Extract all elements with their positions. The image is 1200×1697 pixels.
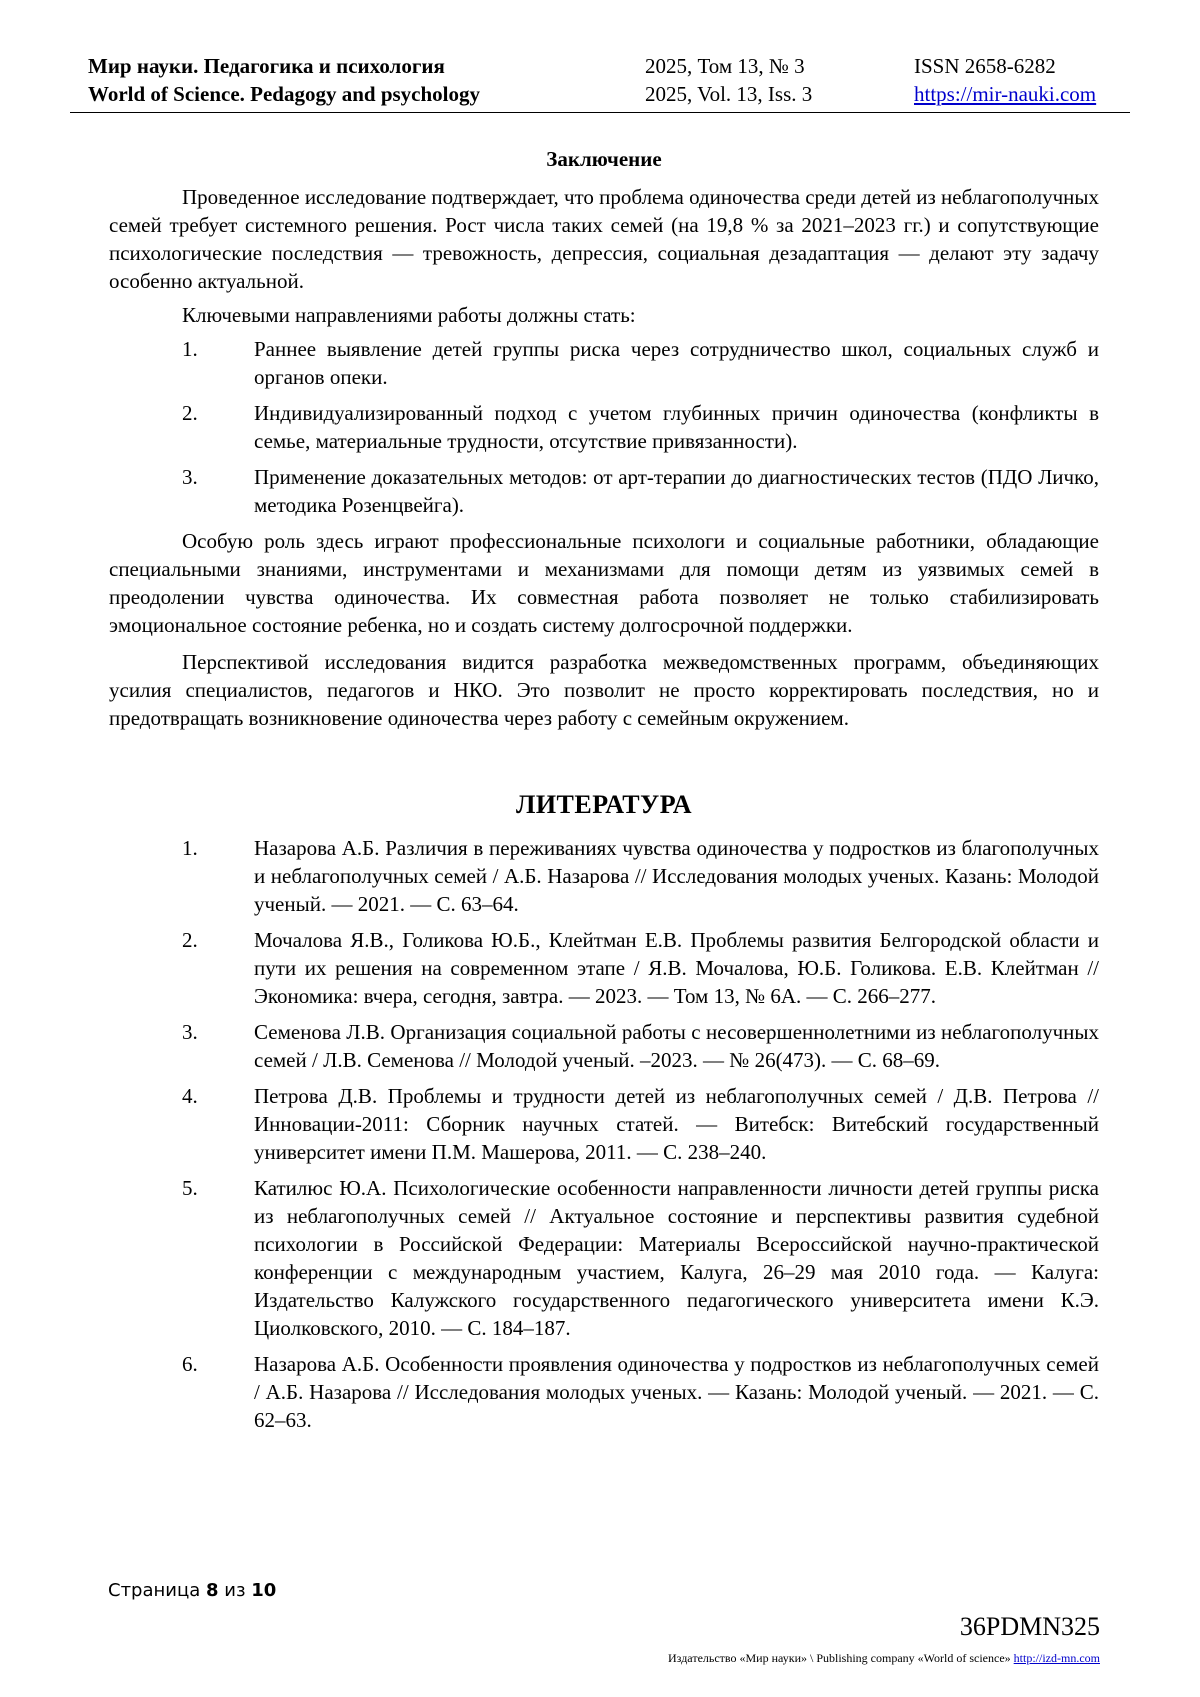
reference-item [109, 1174, 1099, 1342]
issn: ISSN 2658-6282 [914, 54, 1056, 78]
journal-title [88, 52, 480, 108]
journal-title-ru: Мир науки. Педагогика и психология [88, 54, 445, 78]
reference-item [109, 1018, 1099, 1074]
reference-text: Назарова А.Б. Различия в переживаниях чувства одиночества у подростков из благополучных и неблагополучных семей / А.Б. Назарова // Исследования молодых ученых. Казань: Молодой ученый. — 2021. — С. 63–64. [254, 836, 1099, 916]
journal-link[interactable]: https://mir-nauki.com [914, 82, 1097, 106]
conclusion-title: Заключение [546, 147, 662, 171]
reference-item [109, 834, 1099, 918]
reference-text: Мочалова Я.В., Голикова Ю.Б., Клейтман Е.В. Проблемы развития Белгородской области и пути их решения на современном этапе / Я.В. Мочалова, Ю.Б. Голикова. Е.В. Клейтман // Экономика: вчера, сегодня, завтра. — 2023. — Том 13, № 6А. — С. 266–277. [254, 928, 1099, 1008]
reference-number: 6. [182, 1352, 198, 1376]
key-directions-list [109, 335, 1099, 519]
reference-text: Катилюс Ю.А. Психологические особенности направленности личности детей группы риска из неблагополучных семей // Актуальное состояние и перспективы развития судебной психологии в Российской Федерации: Материалы Всероссийской научно-практической конференции с международным участием, Калуга, 26–29 мая 2010 года. — Калуга: Издательство Калужского государственного педагогического университета имени К.Э. Циолковского, 2010. — С. 184–187. [254, 1176, 1099, 1340]
reference-text: Петрова Д.В. Проблемы и трудности детей из неблагополучных семей / Д.В. Петрова // Инновации-2011: Сборник научных статей. — Витебск: Витебский государственный университет имени П.М. Машерова, 2011. — С. 238–240. [254, 1084, 1099, 1164]
journal-title-en: World of Science. Pedagogy and psychology [88, 82, 481, 106]
page-header [70, 50, 1130, 113]
conclusion-paragraph: Перспективой исследования видится разработка межведомственных программ, объединяющих усилия специалистов, педагогов и НКО. Это позволит не просто корректировать последствия, но и предотвращать возникновение одиночества через работу с семейным окружением. [109, 650, 1099, 730]
reference-item [109, 926, 1099, 1010]
list-item-text: Применение доказательных методов: от арт-терапии до диагностических тестов (ПДО Личко, методика Розенцвейга). [254, 465, 1099, 517]
conclusion-lead: Ключевыми направлениями работы должны стать: [182, 303, 636, 327]
reference-number: 5. [182, 1176, 198, 1200]
list-item-number: 1. [182, 337, 198, 361]
issue-info [645, 52, 812, 108]
publisher-line [668, 1651, 1100, 1666]
reference-item [109, 1350, 1099, 1434]
reference-number: 4. [182, 1084, 198, 1108]
literature-title: ЛИТЕРАТУРА [515, 790, 693, 819]
reference-number: 2. [182, 928, 198, 952]
list-item-number: 3. [182, 465, 198, 489]
list-item-text: Раннее выявление детей группы риска через сотрудничество школ, социальных служб и органов опеки. [254, 337, 1099, 389]
publisher-text: Издательство «Мир науки» \ Publishing company «World of science» [668, 1651, 1011, 1665]
issn-block [914, 52, 1096, 108]
list-item [109, 399, 1099, 455]
reference-list [109, 834, 1099, 1434]
page-separator: из [224, 1580, 246, 1601]
reference-number: 1. [182, 836, 198, 860]
article-body [109, 145, 1099, 1442]
issue-en: 2025, Vol. 13, Iss. 3 [645, 82, 813, 106]
reference-text: Семенова Л.В. Организация социальной работы с несовершеннолетними из неблагополучных семей / Л.В. Семенова // Молодой ученый. –2023. — № 26(473). — С. 68–69. [254, 1020, 1099, 1072]
publisher-link[interactable]: http://izd-mn.com [1013, 1651, 1100, 1665]
page-current: 8 [206, 1580, 219, 1601]
list-item-text: Индивидуализированный подход с учетом глубинных причин одиночества (конфликты в семье, материальные трудности, отсутствие привязанности). [254, 401, 1099, 453]
list-item-number: 2. [182, 401, 198, 425]
page-prefix: Страница [108, 1580, 201, 1601]
reference-text: Назарова А.Б. Особенности проявления одиночества у подростков из неблагополучных семей / А.Б. Назарова // Исследования молодых ученых. — Казань: Молодой ученый. — 2021. — С. 62–63. [254, 1352, 1099, 1432]
list-item [109, 463, 1099, 519]
conclusion-paragraph: Особую роль здесь играют профессиональные психологи и социальные работники, обладающие специальными знаниями, инструментами и механизмами для помощи детям из уязвимых семей в преодолении чувства одиночества. Их совместная работа позволяет не только стабилизировать эмоциональное состояние ребенка, но и создать систему долгосрочной поддержки. [109, 529, 1099, 637]
issue-ru: 2025, Том 13, № 3 [645, 54, 805, 78]
reference-number: 3. [182, 1020, 198, 1044]
page-total: 10 [251, 1580, 277, 1601]
conclusion-paragraph: Проведенное исследование подтверждает, что проблема одиночества среди детей из неблагополучных семей требует системного решения. Рост числа таких семей (на 19,8 % за 2021–2023 гг.) и сопутствующие психологические последствия — тревожность, депрессия, социальная дезадаптация — делают эту задачу особенно актуальной. [109, 185, 1099, 293]
list-item [109, 335, 1099, 391]
reference-item [109, 1082, 1099, 1166]
page-number [108, 1580, 276, 1601]
article-code: 36PDMN325 [959, 1612, 1100, 1641]
